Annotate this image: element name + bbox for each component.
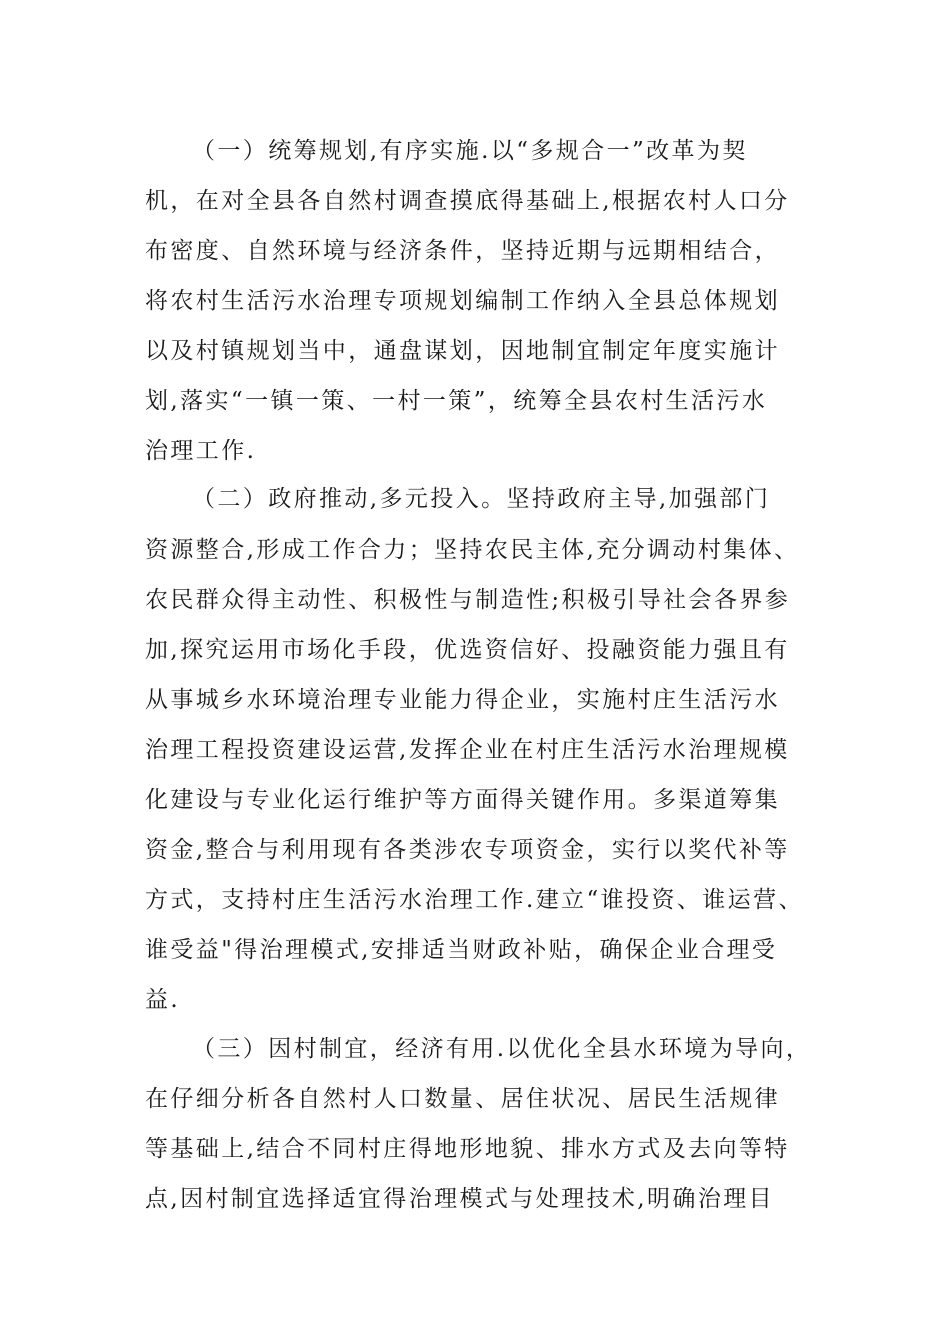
text-line: 治理工程投资建设运营,发挥企业在村庄生活污水治理规模 <box>145 737 790 763</box>
text-line: 以及村镇规划当中，通盘谋划，因地制宜制定年度实施计 <box>145 338 780 364</box>
text-line: 资金,整合与利用现有各类涉农专项资金，实行以奖代补等 <box>145 837 790 863</box>
text-line: 等基础上,结合不同村庄得地形地貌、排水方式及去向等特 <box>145 1136 790 1162</box>
text-line: 从事城乡水环境治理专业能力得企业，实施村庄生活污水 <box>145 687 780 713</box>
text-line: 在仔细分析各自然村人口数量、居住状况、居民生活规律 <box>145 1086 780 1112</box>
text-line: 化建设与专业化运行维护等方面得关键作用。多渠道筹集 <box>145 787 780 813</box>
text-line: 加,探究运用市场化手段，优选资信好、投融资能力强且有 <box>145 637 790 663</box>
text-line: 布密度、自然环境与经济条件，坚持近期与远期相结合， <box>145 238 780 264</box>
text-line: 治理工作. <box>145 438 257 464</box>
text-line: （三）因村制宜，经济有用.以优化全县水环境为导向， <box>192 1036 812 1062</box>
text-line: 方式，支持村庄生活污水治理工作.建立“谁投资、谁运营、 <box>145 887 804 913</box>
text-line: 资源整合,形成工作合力；坚持农民主体,充分调动村集体、 <box>145 537 800 563</box>
text-line: （二）政府推动,多元投入。坚持政府主导,加强部门 <box>192 486 771 512</box>
text-line: 农民群众得主动性、积极性与制造性;积极引导社会各界参 <box>145 587 791 613</box>
text-line: 谁受益"得治理模式,安排适当财政补贴，确保企业合理受 <box>145 937 778 963</box>
text-line: 益. <box>145 987 181 1013</box>
text-line: 机，在对全县各自然村调查摸底得基础上,根据农村人口分 <box>145 188 790 214</box>
text-line: 将农村生活污水治理专项规划编制工作纳入全县总体规划 <box>145 288 780 314</box>
text-line: 划,落实“一镇一策、一村一策”，统筹全县农村生活污水 <box>145 388 768 414</box>
text-line: 点,因村制宜选择适宜得治理模式与处理技术,明确治理目 <box>145 1186 775 1212</box>
text-line: （一）统筹规划,有序实施.以“多规合一”改革为契 <box>192 138 748 164</box>
